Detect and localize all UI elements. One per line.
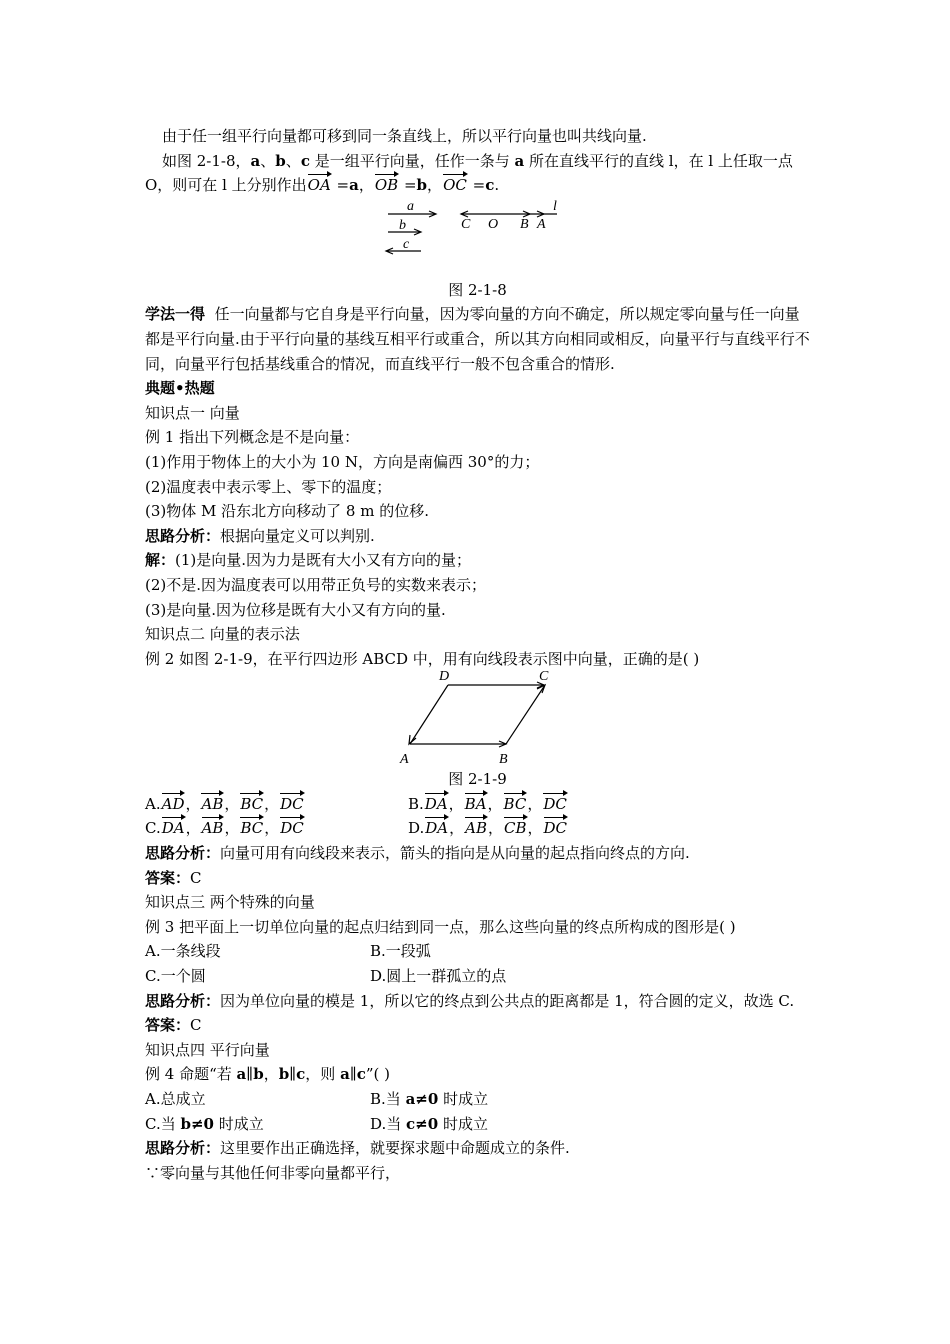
example-1-stem: 例 1 指出下列概念是不是向量： — [145, 428, 360, 447]
knowledge-point-4: 知识点四 平行向量 — [145, 1040, 270, 1059]
knowledge-point-1: 知识点一 向量 — [145, 403, 240, 422]
example-2-options-cd — [145, 816, 810, 841]
fig218-label-c: c — [403, 236, 410, 252]
example-3-options-ab — [145, 939, 810, 964]
option-a: A.一条线段 — [145, 942, 221, 961]
study-tip: 学法一得 任一向量都与它自身是平行向量，因为零向量的方向不确定，所以规定零向量与任一向量都是平行向量.由于平行向量的基线互相平行或重合，所以其方向相同或相反，向量平行与直线平行不同，向量平行包括基线重合的情况，而直线平行一般不包含重合的情形. — [145, 305, 810, 373]
fig218-label-l: l — [553, 198, 557, 214]
example-2-options-ab — [145, 792, 810, 817]
knowledge-point-3: 知识点三 两个特殊的向量 — [145, 893, 315, 912]
figure-2-1-9-caption: 图 2-1-9 — [448, 770, 507, 789]
option-c: C.一个圆 — [145, 967, 206, 986]
vector-oa: OA — [307, 176, 331, 195]
page-content — [145, 124, 810, 1185]
option-c: C.DA，AB，BC，DC — [145, 819, 304, 838]
example-1-item-2: (2)温度表中表示零上、零下的温度； — [145, 477, 392, 496]
paragraph-fig218-vectors: O，则可在 l 上分别作出OA =a，OB =b，OC =c. — [145, 176, 500, 195]
figure-2-1-8-caption: 图 2-1-8 — [448, 280, 507, 299]
option-b: B.DA，BA，BC，DC — [408, 794, 567, 813]
option-b: B.当 a≠0 时成立 — [370, 1090, 489, 1108]
option-c: C.当 b≠0 时成立 — [145, 1114, 264, 1133]
fig218-label-C: C — [461, 216, 471, 232]
example-2-answer: 答案：C — [145, 868, 202, 887]
fig219-label-A: A — [400, 752, 409, 768]
example-4-stem: 例 4 命题“若 a∥b，b∥c，则 a∥c”( ) — [145, 1065, 391, 1084]
option-d: D.DA，AB，CB，DC — [408, 819, 568, 838]
example-4-analysis: 思路分析：这里要作出正确选择，就要探求题中命题成立的条件. — [145, 1139, 570, 1158]
knowledge-point-2: 知识点二 向量的表示法 — [145, 625, 300, 644]
example-3-stem: 例 3 把平面上一切单位向量的起点归结到同一点，那么这些向量的终点所构成的图形是( ) — [145, 917, 736, 936]
paragraph-fig218-intro: 如图 2-1-8，a、b、c 是一组平行向量，任作一条与 a 所在直线平行的直线 l，在 l 上任取一点 — [162, 151, 793, 170]
section-title: 典题•热题 — [145, 379, 215, 398]
fig219-label-B: B — [499, 752, 508, 768]
example-1-solution-2: (2)不是.因为温度表可以用带正负号的实数来表示； — [145, 575, 487, 594]
example-3-options-cd — [145, 964, 810, 989]
example-2-analysis: 思路分析：向量可用有向线段来表示，箭头的指向是从向量的起点指向终点的方向. — [145, 844, 690, 863]
vector-ob: OB — [374, 176, 399, 195]
option-b: B.一段弧 — [370, 942, 431, 961]
example-3-answer: 答案：C — [145, 1016, 202, 1035]
fig219-label-D: D — [439, 671, 450, 685]
example-3-analysis: 思路分析：因为单位向量的模是 1，所以它的终点到公共点的距离都是 1，符合圆的定义，故选 C. — [145, 991, 795, 1010]
option-d: D.当 c≠0 时成立 — [370, 1114, 488, 1133]
example-1-solution-3: (3)是向量.因为位移是既有大小又有方向的量. — [145, 600, 446, 619]
example-1-item-3: (3)物体 M 沿东北方向移动了 8 m 的位移. — [145, 502, 429, 521]
example-1-analysis: 思路分析：根据向量定义可以判别. — [145, 526, 375, 545]
figure-2-1-9 — [145, 671, 810, 767]
fig218-label-a: a — [407, 198, 414, 214]
example-1-solution-1: 解：(1)是向量.因为力是既有大小又有方向的量； — [145, 551, 472, 570]
fig218-label-B: B — [520, 216, 529, 232]
example-4-reasoning: ∵零向量与其他任何非零向量都平行， — [145, 1163, 401, 1182]
fig219-label-C: C — [539, 671, 549, 685]
vector-oc: OC — [443, 176, 467, 195]
example-4-options-ab — [145, 1087, 810, 1112]
example-1-item-1: (1)作用于物体上的大小为 10 N，方向是南偏西 30°的力； — [145, 452, 540, 471]
option-a: A.总成立 — [145, 1090, 206, 1108]
figure-2-1-8 — [145, 198, 810, 266]
example-4-options-cd — [145, 1112, 810, 1137]
fig218-label-b: b — [399, 217, 406, 233]
option-a: A.AD，AB，BC，DC — [145, 794, 304, 813]
example-2-stem: 例 2 如图 2-1-9，在平行四边形 ABCD 中，用有向线段表示图中向量，正确的是( ) — [145, 649, 700, 668]
fig218-label-A: A — [537, 216, 546, 232]
fig218-label-O: O — [488, 216, 499, 232]
option-d: D.圆上一群孤立的点 — [370, 967, 507, 986]
paragraph-parallel-collinear: 由于任一组平行向量都可移到同一条直线上，所以平行向量也叫共线向量. — [162, 127, 647, 145]
